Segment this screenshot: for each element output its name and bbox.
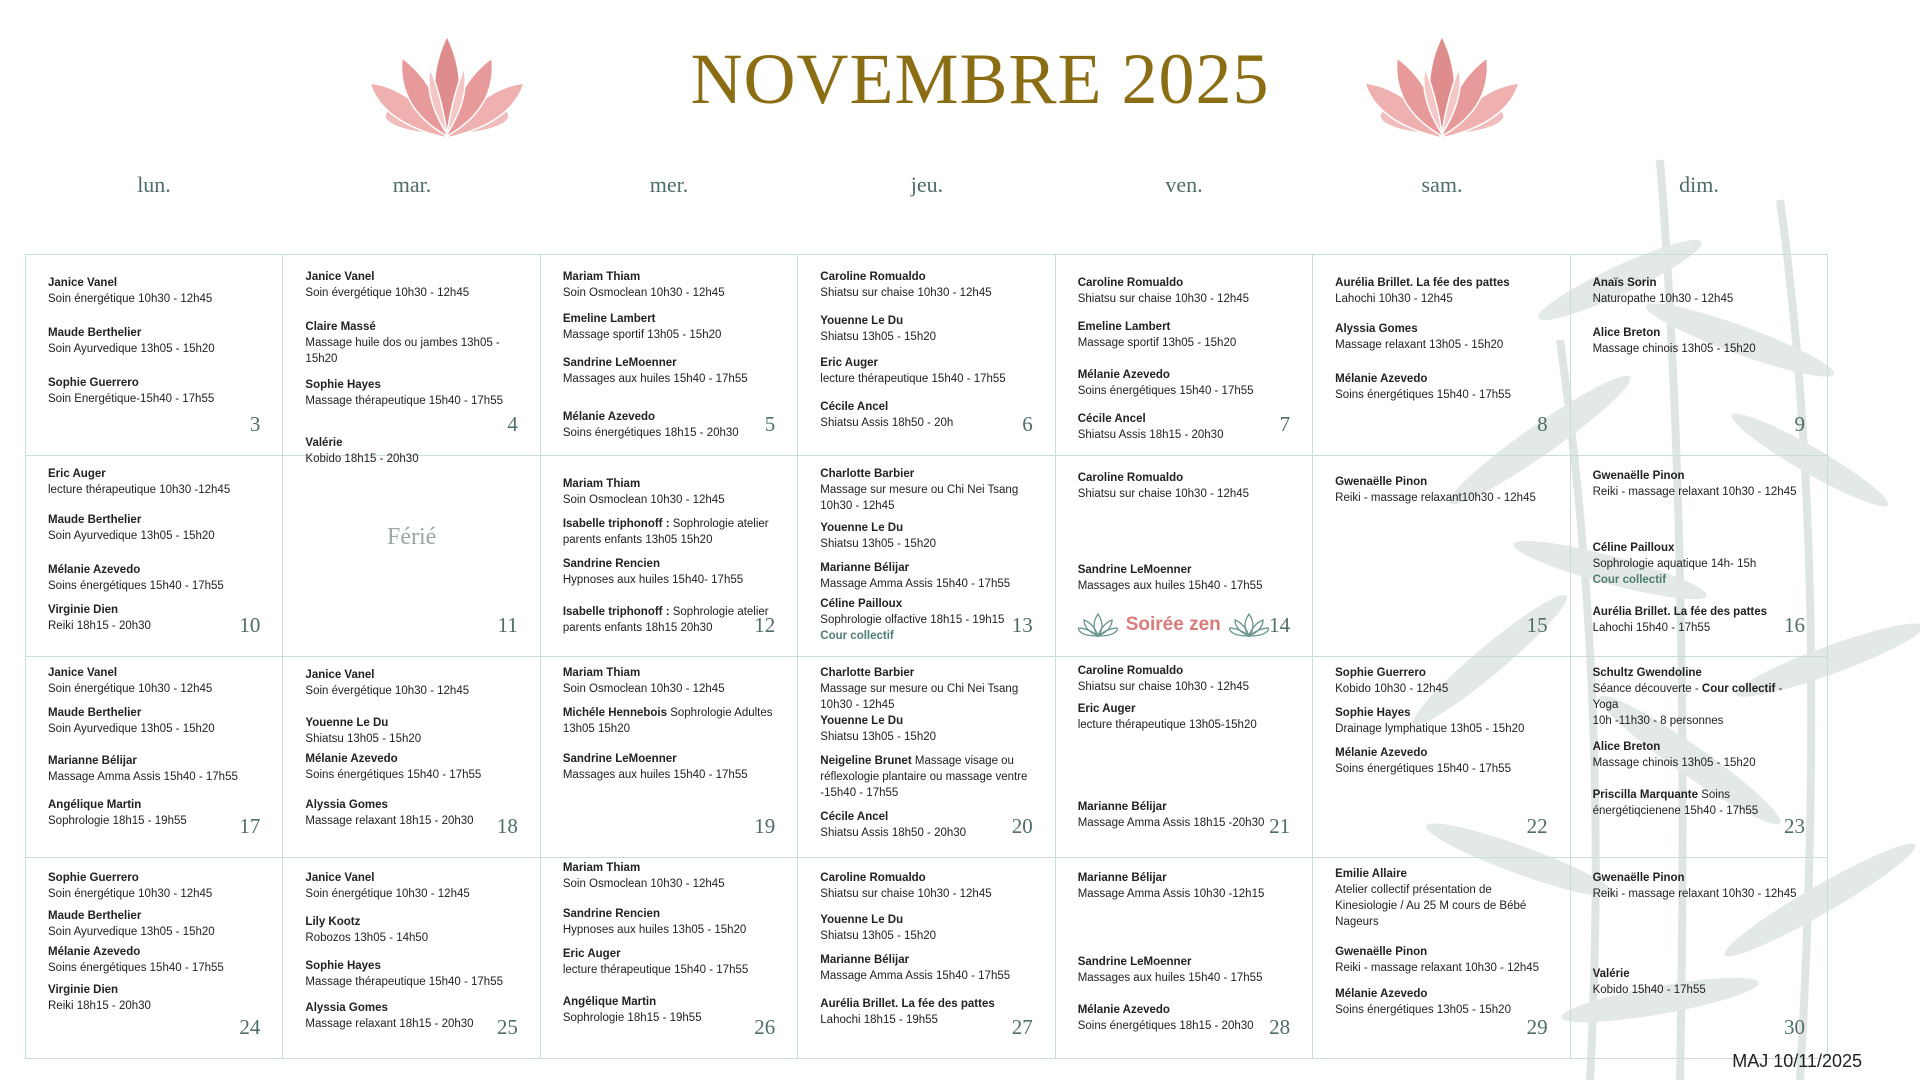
appointment: Mélanie Azevedo Soins énergétiques 18h15 - 20h30 [562,411,739,439]
appointment: Mélanie Azevedo Soins énergétiques 15h40 - 17h55 [48,564,224,592]
appointment: Gwenaëlle Pinon Reiki - massage relaxant 10h30 - 12h45 [1592,470,1797,498]
appointment: Sophie Hayes Massage thérapeutique 15h40 - 17h55 [305,379,503,407]
appointment: Caroline Romualdo Shiatsu sur chaise 10h30 - 12h45 [820,872,992,900]
appointment: Mélanie Azevedo Soins énergétiques 15h40 - 17h55 [305,753,482,781]
appointment: Janice Vanel Soin évergétique 10h30 - 12h45 [305,669,470,697]
day-number: 24 [239,1015,261,1039]
day-number: 30 [1783,1015,1805,1039]
appointment: Caroline Romualdo Shiatsu sur chaise 10h30 - 12h45 [1077,665,1250,693]
appointment: Youenne Le Du Shiatsu 13h05 - 15h20 [820,914,937,942]
appointment: Youenne Le Du Shiatsu 13h05 - 15h20 [820,315,937,343]
appointment: Mélanie Azevedo Soins énergétiques 18h15 - 20h30 [1077,1004,1254,1032]
appointment: Michéle Hennebois Sophrologie Adultes 13h05 15h20 [562,707,773,735]
appointment: Janice Vanel Soin énergétique 10h30 - 12h45 [305,872,470,900]
appointment: Charlotte Barbier Massage sur mesure ou Chi Nei Tsang 10h30 - 12h45 [820,468,1019,512]
appointment: Caroline Romualdo Shiatsu sur chaise 10h30 - 12h45 [820,271,992,299]
appointment: Sandrine Rencien Hypnoses aux huiles 15h40- 17h55 [562,558,744,586]
appointment: Caroline Romualdo Shiatsu sur chaise 10h30 - 12h45 [1077,277,1250,305]
day-cell-25[interactable] [283,858,540,1059]
appointment: Alyssia Gomes Massage relaxant 18h15 - 20h30 [305,799,474,827]
appointment: Youenne Le Du Shiatsu 13h05 - 15h20 [820,715,937,743]
appointment: Gwenaëlle Pinon Reiki - massage relaxant10h30 - 12h45 [1335,476,1536,504]
appointment: Aurélia Brillet. La fée des pattes Lahochi 15h40 - 17h55 [1592,606,1768,634]
day-cell-27[interactable] [798,858,1055,1059]
soiree-zen-banner [1078,612,1269,638]
appointment: Marianne Bélijar Massage Amma Assis 15h40 - 17h55 [48,755,238,783]
day-number: 28 [1269,1015,1291,1039]
appointment: Virginie Dien Reiki 18h15 - 20h30 [48,984,151,1012]
weekday-sat: sam. [1421,172,1463,197]
appointment: Caroline Romualdo Shiatsu sur chaise 10h30 - 12h45 [1077,472,1250,500]
appointment: Mélanie Azevedo Soins énergétiques 15h40 - 17h55 [1077,369,1254,397]
appointment: Priscilla Marquante Soins énergétiqcienene 15h40 - 17h55 [1592,789,1759,817]
day-number: 12 [754,613,776,637]
day-number: 17 [239,814,261,838]
appointment: Eric Auger lecture thérapeutique 13h05-15h20 [1077,703,1257,731]
appointment: Sophie Hayes Massage thérapeutique 15h40 - 17h55 [305,960,503,988]
day-cell-13[interactable] [798,456,1055,657]
appointment: Maude Berthelier Soin Ayurvedique 13h05 - 15h20 [48,514,215,542]
day-number: 19 [754,814,776,838]
appointment: Sandrine LeMoenner Massages aux huiles 15h40 - 17h55 [1077,956,1263,984]
day-number: 18 [496,814,518,838]
day-number: 6 [1022,412,1033,436]
weekday-mon: lun. [137,172,171,197]
appointment: Mariam Thiam Soin Osmoclean 10h30 - 12h45 [562,271,725,299]
appointment: Sophie Hayes Drainage lymphatique 13h05 - 15h20 [1335,707,1525,735]
appointment: Mélanie Azevedo Soins énergétiques 13h05 - 15h20 [1335,988,1511,1016]
appointment: Marianne Bélijar Massage Amma Assis 15h40 - 17h55 [820,954,1011,982]
holiday-label: Férié [386,524,437,550]
appointment: Youenne Le Du Shiatsu 13h05 - 15h20 [820,522,937,550]
day-number: 14 [1269,613,1291,637]
day-cell-7[interactable] [1056,255,1313,456]
appointment: Aurélia Brillet. La fée des pattes Lahochi 10h30 - 12h45 [1335,277,1510,305]
day-number: 27 [1011,1015,1033,1039]
weekday-tue: mar. [392,172,432,197]
appointment: Maude Berthelier Soin Ayurvedique 13h05 - 15h20 [48,707,215,735]
appointment: Isabelle triphonoff : Sophrologie atelier parents enfants 13h05 15h20 [562,518,769,546]
appointment: Lily Kootz Robozos 13h05 - 14h50 [305,916,429,944]
day-number: 25 [496,1015,518,1039]
day-cell-22[interactable] [1313,657,1570,858]
day-number: 15 [1526,613,1548,637]
appointment: Gwenaëlle Pinon Reiki - massage relaxant 10h30 - 12h45 [1335,946,1540,974]
appointment: Claire Massé Massage huile dos ou jambes 13h05 - 15h20 [305,321,500,365]
day-cell-29[interactable] [1313,858,1570,1059]
appointment: Angélique Martin Sophrologie 18h15 - 19h55 [562,996,702,1024]
appointment: Valérie Kobido 18h15 - 20h30 [305,437,419,465]
appointment: Sophie Guerrero Soin Energétique-15h40 - 17h55 [48,377,215,405]
appointment: Eric Auger lecture thérapeutique 10h30 -12h45 [48,468,231,496]
lotus-outline-icon [1078,612,1118,638]
appointment: Marianne Bélijar Massage Amma Assis 10h30 -12h15 [1077,872,1265,900]
appointment: Sandrine LeMoenner Massages aux huiles 15h40 - 17h55 [562,753,748,781]
appointment: Emeline Lambert Massage sportif 13h05 - 15h20 [562,313,722,341]
appointment: Maude Berthelier Soin Ayurvedique 13h05 - 15h20 [48,910,215,938]
weekday-fri: ven. [1165,172,1203,197]
appointment: Mélanie Azevedo Soins énergétiques 15h40 - 17h55 [1335,373,1511,401]
appointment: Emilie Allaire Atelier collectif présentation de Kinesiologie / Au 25 M cours de Bébé Nageurs [1335,868,1527,928]
day-cell-19[interactable] [541,657,798,858]
appointment: Sophie Guerrero Soin énergétique 10h30 - 12h45 [48,872,213,900]
day-cell-21[interactable] [1056,657,1313,858]
day-number: 9 [1794,412,1805,436]
appointment: Anaïs Sorin Naturopathe 10h30 - 12h45 [1592,277,1734,305]
day-number: 23 [1783,814,1805,838]
day-number: 11 [497,613,518,637]
calendar-grid [25,254,1828,1059]
appointment: Sandrine Rencien Hypnoses aux huiles 13h05 - 15h20 [562,908,747,936]
day-cell-14[interactable] [1056,456,1313,657]
day-number: 13 [1011,613,1033,637]
day-cell-18[interactable] [283,657,540,858]
appointment: Valérie Kobido 15h40 - 17h55 [1592,968,1706,996]
appointment: Janice Vanel Soin énergétique 10h30 - 12h45 [48,277,213,305]
weekday-thu: jeu. [910,172,944,197]
appointment: Aurélia Brillet. La fée des pattes Lahochi 18h15 - 19h55 [820,998,995,1026]
lotus-outline-icon [1229,612,1269,638]
day-cell-16[interactable] [1571,456,1828,657]
appointment: Marianne Bélijar Massage Amma Assis 18h15 -20h30 [1077,801,1265,829]
appointment: Marianne Bélijar Massage Amma Assis 15h40 - 17h55 [820,562,1011,590]
day-cell-5[interactable] [541,255,798,456]
day-cell-4[interactable] [283,255,540,465]
day-number: 7 [1279,412,1291,436]
day-number: 26 [754,1015,776,1039]
appointment: Sandrine LeMoenner Massages aux huiles 15h40 - 17h55 [1077,564,1263,592]
appointment: Eric Auger lecture thérapeutique 15h40 - 17h55 [820,357,1006,385]
appointment: Janice Vanel Soin évergétique 10h30 - 12h45 [305,271,470,299]
day-cell-3[interactable] [26,255,283,456]
appointment: Charlotte Barbier Massage sur mesure ou Chi Nei Tsang 10h30 - 12h45 [820,667,1019,711]
day-number: 5 [764,412,776,436]
appointment: Cécile Ancel Shiatsu Assis 18h15 - 20h30 [1077,413,1224,441]
day-number: 21 [1269,814,1291,838]
appointment: Mariam Thiam Soin Osmoclean 10h30 - 12h45 [562,862,725,890]
day-number: 10 [239,613,261,637]
day-cell-24[interactable] [26,858,283,1059]
appointment: Janice Vanel Soin énergétique 10h30 - 12h45 [48,667,213,695]
day-cell-17[interactable] [26,657,283,858]
appointment: Sophie Guerrero Kobido 10h30 - 12h45 [1335,667,1449,695]
day-cell-11[interactable] [283,456,540,657]
weekday-wed: mer. [649,172,689,197]
appointment: Cécile Ancel Shiatsu Assis 18h50 - 20h30 [820,811,967,839]
day-number: 16 [1783,613,1805,637]
day-number: 29 [1526,1015,1548,1039]
day-cell-28[interactable] [1056,858,1313,1059]
appointment: Maude Berthelier Soin Ayurvedique 13h05 - 15h20 [48,327,215,355]
soiree-zen-label: Soirée zen [1125,614,1221,635]
day-cell-23[interactable] [1571,657,1828,858]
day-number: 4 [507,412,518,436]
appointment: Neigeline Brunet Massage visage ou réflexologie plantaire ou massage ventre -15h40 - 17h55 [820,755,1028,799]
appointment: Mariam Thiam Soin Osmoclean 10h30 - 12h45 [562,667,725,695]
day-cell-30[interactable] [1571,858,1828,1059]
day-cell-9[interactable] [1571,255,1828,456]
appointment: Angélique Martin Sophrologie 18h15 - 19h55 [48,799,187,827]
appointment: Emeline Lambert Massage sportif 13h05 - 15h20 [1077,321,1237,349]
day-number: 20 [1011,814,1033,838]
appointment: Schultz Gwendoline Séance découverte - Cour collectif - Yoga 10h -11h30 - 8 personnes [1592,667,1783,727]
appointment: Isabelle triphonoff : Sophrologie atelier parents enfants 18h15 20h30 [562,606,769,634]
appointment: Mélanie Azevedo Soins énergétiques 15h40 - 17h55 [48,946,224,974]
appointment: Mélanie Azevedo Soins énergétiques 15h40 - 17h55 [1335,747,1511,775]
appointment: Gwenaëlle Pinon Reiki - massage relaxant 10h30 - 12h45 [1592,872,1797,900]
appointment: Alyssia Gomes Massage relaxant 13h05 - 15h20 [1335,323,1504,351]
page-title: NOVEMBRE 2025 [690,39,1270,119]
appointment: Céline Pailloux Sophrologie aquatique 14h- 15h Cour collectif [1592,542,1757,586]
day-cell-20[interactable] [798,657,1055,858]
appointment: Sandrine LeMoenner Massages aux huiles 15h40 - 17h55 [562,357,748,385]
appointment: Alice Breton Massage chinois 13h05 - 15h20 [1592,741,1756,769]
day-cell-6[interactable] [798,255,1055,456]
last-updated: MAJ 10/11/2025 [1732,1051,1862,1071]
appointment: Céline Pailloux Sophrologie olfactive 18h15 - 19h15 Cour collectif [820,598,1005,642]
day-cell-8[interactable] [1313,255,1570,456]
day-number: 22 [1526,814,1548,838]
day-number: 3 [249,412,261,436]
appointment: Alice Breton Massage chinois 13h05 - 15h20 [1592,327,1756,355]
appointment: Cécile Ancel Shiatsu Assis 18h50 - 20h [820,401,954,429]
day-number: 8 [1537,412,1548,436]
appointment: Alyssia Gomes Massage relaxant 18h15 - 20h30 [305,1002,474,1030]
appointment: Eric Auger lecture thérapeutique 15h40 - 17h55 [562,948,749,976]
day-cell-26[interactable] [541,858,798,1059]
weekday-sun: dim. [1679,172,1719,197]
appointment: Youenne Le Du Shiatsu 13h05 - 15h20 [305,717,422,745]
day-cell-15[interactable] [1313,456,1570,657]
appointment: Virginie Dien Reiki 18h15 - 20h30 [48,604,151,632]
day-cell-10[interactable] [26,456,283,657]
appointment: Mariam Thiam Soin Osmoclean 10h30 - 12h45 [562,478,725,506]
day-cell-12[interactable] [541,456,798,657]
